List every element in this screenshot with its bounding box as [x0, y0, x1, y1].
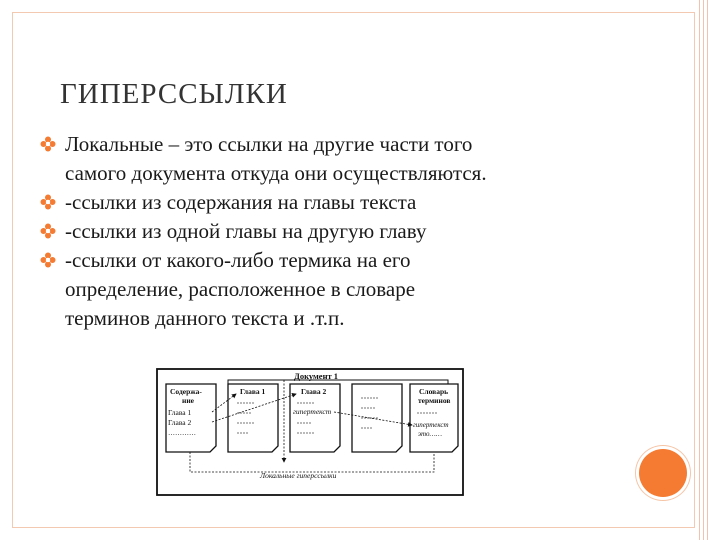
- toc-item: Глава 2: [168, 418, 192, 427]
- dictionary-term: это……: [418, 430, 442, 438]
- flower-bullet-icon: [40, 252, 56, 268]
- bullet-item: [40, 246, 640, 333]
- bullet-text: -ссылки из содержания на главы текста: [65, 190, 417, 214]
- bullet-text: Локальные – это ссылки на другие части того: [65, 132, 473, 156]
- bullet-text: терминов данного текста и .т.п.: [65, 306, 345, 330]
- orange-circle-decoration: [639, 449, 687, 497]
- hyperlink-word: гипертекст: [293, 407, 332, 416]
- decor-line: [707, 0, 708, 540]
- bullet-item: [40, 130, 640, 188]
- toc-title: Содержа-: [170, 387, 202, 396]
- chapter-title: Глава 2: [301, 387, 327, 396]
- bullet-text: -ссылки из одной главы на другую главу: [65, 219, 427, 243]
- decor-line: [703, 0, 704, 540]
- toc-title: ние: [182, 396, 194, 405]
- chapter-title: Глава 1: [240, 387, 266, 396]
- bullet-text: самого документа откуда они осуществляются.: [65, 161, 487, 185]
- slide-title: ГИПЕРССЫЛКИ: [60, 78, 288, 110]
- bullet-item: [40, 188, 640, 217]
- decor-line: [699, 0, 700, 540]
- bullet-text: определение, расположенное в словаре: [65, 277, 416, 301]
- flower-bullet-icon: [40, 194, 56, 210]
- hyperlink-diagram: [156, 368, 464, 496]
- toc-dots: …………: [168, 429, 196, 437]
- dictionary-term: гипертекст: [413, 421, 449, 429]
- dictionary-title: Словарь: [419, 387, 449, 396]
- flower-bullet-icon: [40, 136, 56, 152]
- flower-bullet-icon: [40, 223, 56, 239]
- bullet-list: [40, 130, 640, 333]
- bottom-bracket: [190, 452, 434, 472]
- document-label: Документ 1: [294, 371, 339, 381]
- footer-label: Локальные гиперссылки: [260, 471, 337, 480]
- dictionary-title: терминов: [418, 396, 451, 405]
- bullet-text: -ссылки от какого-либо термика на его: [65, 248, 411, 272]
- bullet-item: [40, 217, 640, 246]
- toc-item: Глава 1: [168, 408, 192, 417]
